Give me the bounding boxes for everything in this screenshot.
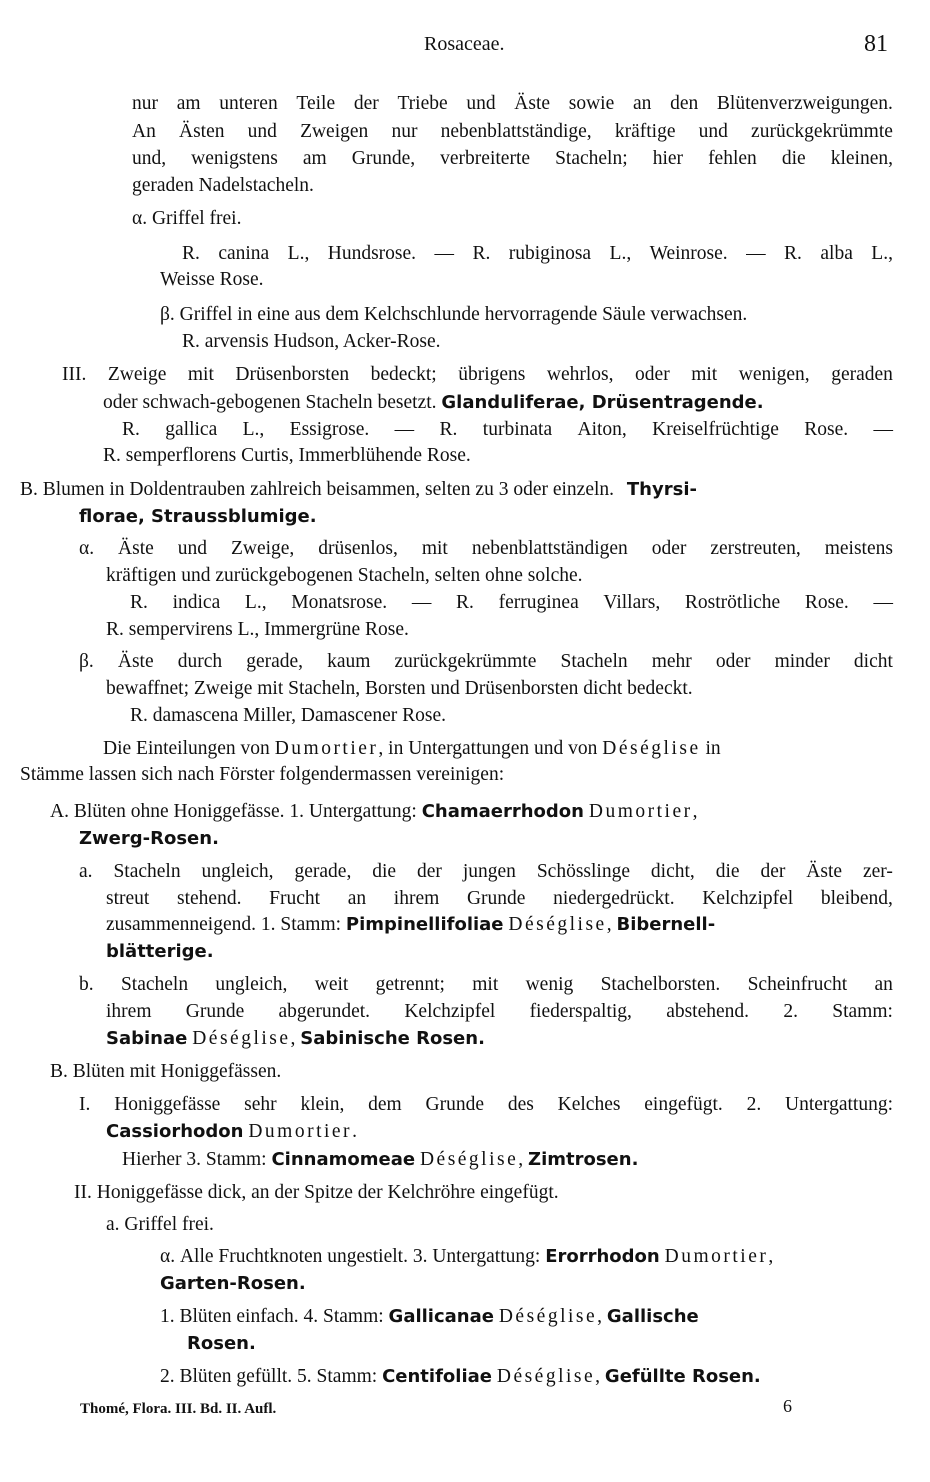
word: L., bbox=[244, 592, 267, 613]
text-line: Sabinae Déséglise, Sabinische Rosen. bbox=[106, 1028, 485, 1049]
word: Aiton, bbox=[577, 419, 627, 440]
text-line: A. Blüten ohne Honiggefässe. 1. Untergattung: Chamaerrhodon Dumortier, bbox=[50, 801, 698, 822]
word: geraden bbox=[831, 364, 893, 385]
word: Stacheln bbox=[120, 974, 189, 995]
word: sehr bbox=[244, 1094, 277, 1115]
word: a. bbox=[79, 861, 93, 882]
word: Zweige, bbox=[230, 538, 295, 559]
word: Grunde, bbox=[351, 148, 416, 169]
word: minder bbox=[774, 651, 830, 672]
word: ferruginea bbox=[498, 592, 579, 613]
word: Teile bbox=[296, 93, 336, 114]
word: fiederspaltig, bbox=[529, 1001, 632, 1022]
word: Stacheln; bbox=[555, 148, 628, 169]
word: Stamm: bbox=[832, 1001, 893, 1022]
word: Hundsrose. bbox=[327, 243, 417, 264]
word: am bbox=[302, 148, 327, 169]
text-line: bewaffnet; Zweige mit Stacheln, Borsten und Drüsenborsten dicht bedeckt. bbox=[106, 678, 693, 699]
word: 2. bbox=[783, 1001, 798, 1022]
word: wenigen, bbox=[738, 364, 810, 385]
word: getrennt; bbox=[375, 974, 445, 995]
word: die bbox=[715, 861, 740, 882]
word: kaum bbox=[327, 651, 371, 672]
text-line: Die Einteilungen von Dumortier, in Untergattungen und von Déséglise in bbox=[103, 738, 721, 759]
word: Grunde bbox=[466, 888, 526, 909]
word: Untergattung: bbox=[785, 1094, 893, 1115]
word: und bbox=[247, 121, 277, 142]
running-header-title: Rosaceae. bbox=[424, 33, 505, 55]
text-line bbox=[79, 650, 893, 674]
word: Monatsrose. bbox=[291, 592, 388, 613]
word: wehrlos, bbox=[546, 364, 614, 385]
text-line: zusammenneigend. 1. Stamm: Pimpinellifoliae Déséglise, Bibernell- bbox=[106, 914, 716, 935]
text-line: Cassiorhodon Dumortier. bbox=[106, 1121, 357, 1142]
word: Kreiselfrüchtige bbox=[652, 419, 779, 440]
word: Zweige bbox=[107, 364, 167, 385]
word: nebenblattständigen bbox=[471, 538, 628, 559]
word: ungleich, bbox=[201, 861, 274, 882]
word: β. bbox=[79, 651, 94, 672]
word: R. bbox=[130, 592, 148, 613]
word: R. bbox=[456, 592, 474, 613]
word: durch bbox=[177, 651, 223, 672]
word: mit bbox=[691, 364, 718, 385]
word: wenigstens bbox=[191, 148, 278, 169]
word: Drüsenborsten bbox=[235, 364, 350, 385]
word: der bbox=[353, 93, 379, 114]
word: eingefügt. bbox=[644, 1094, 723, 1115]
footer-imprint: Thomé, Flora. III. Bd. II. Aufl. bbox=[80, 1401, 277, 1417]
signature-mark: 6 bbox=[783, 1396, 792, 1416]
word: R. bbox=[784, 243, 802, 264]
text-line: Weisse Rose. bbox=[160, 269, 264, 290]
word: dem bbox=[368, 1094, 402, 1115]
word: meistens bbox=[824, 538, 893, 559]
word: dicht, bbox=[650, 861, 695, 882]
text-line: R. semperflorens Curtis, Immerblühende Rose. bbox=[103, 445, 471, 466]
text-line: kräftigen und zurückgebogenen Stacheln, selten ohne solche. bbox=[106, 565, 583, 586]
word: — bbox=[746, 243, 766, 264]
text-line bbox=[79, 973, 893, 997]
word: Frucht bbox=[269, 888, 321, 909]
word: stehend. bbox=[177, 888, 242, 909]
text-line: R. sempervirens L., Immergrüne Rose. bbox=[106, 619, 409, 640]
word: niedergedrückt. bbox=[553, 888, 675, 909]
word: dicht bbox=[853, 651, 893, 672]
word: zurückgekrümmte bbox=[394, 651, 537, 672]
text-line bbox=[182, 242, 893, 266]
text-line bbox=[130, 591, 893, 615]
word: Kelchzipfel bbox=[404, 1001, 496, 1022]
text-line: Stämme lassen sich nach Förster folgendermassen vereinigen: bbox=[20, 764, 505, 785]
word: nebenblattständige, bbox=[440, 121, 592, 142]
word: oder bbox=[651, 538, 687, 559]
word: III. bbox=[62, 364, 87, 385]
word: an bbox=[632, 93, 652, 114]
word: an bbox=[347, 888, 367, 909]
page-number: 81 bbox=[864, 31, 888, 57]
text-line: R. damascena Miller, Damascener Rose. bbox=[130, 705, 446, 726]
word: ungleich, bbox=[215, 974, 288, 995]
word: übrigens bbox=[458, 364, 526, 385]
word: canina bbox=[218, 243, 270, 264]
word: zurückgekrümmte bbox=[751, 121, 893, 142]
word: Ästen bbox=[179, 121, 225, 142]
word: Kelchzipfel bbox=[702, 888, 794, 909]
text-line: geraden Nadelstacheln. bbox=[132, 175, 314, 196]
word: und bbox=[698, 121, 728, 142]
word: Honiggefässe bbox=[114, 1094, 221, 1115]
word: kleinen, bbox=[830, 148, 893, 169]
text-line: R. arvensis Hudson, Acker-Rose. bbox=[182, 331, 441, 352]
text-line: β. Griffel in eine aus dem Kelchschlunde hervorragende Säule verwachsen. bbox=[160, 304, 748, 325]
word: hier bbox=[652, 148, 684, 169]
word: mit bbox=[421, 538, 448, 559]
word: I. bbox=[79, 1094, 91, 1115]
word: Stacheln bbox=[560, 651, 628, 672]
word: Äste bbox=[117, 651, 154, 672]
word: An bbox=[132, 121, 156, 142]
word: Grunde bbox=[425, 1094, 485, 1115]
word: die bbox=[372, 861, 397, 882]
text-line: oder schwach-gebogenen Stacheln besetzt. Glanduliferae, Drüsentragende. bbox=[103, 392, 764, 413]
text-line bbox=[132, 92, 893, 116]
word: L., bbox=[242, 419, 265, 440]
word: bleibend, bbox=[820, 888, 893, 909]
word: Essigrose. bbox=[289, 419, 370, 440]
text-line bbox=[122, 418, 893, 442]
word: nur bbox=[391, 121, 418, 142]
word: unteren bbox=[219, 93, 278, 114]
text-line bbox=[132, 147, 893, 171]
word: Stacheln bbox=[113, 861, 181, 882]
text-line bbox=[79, 860, 893, 884]
word: gerade, bbox=[294, 861, 352, 882]
text-line bbox=[79, 1093, 893, 1117]
word: kräftige bbox=[614, 121, 676, 142]
word: Äste bbox=[806, 861, 843, 882]
text-line bbox=[62, 363, 893, 387]
text-line: B. Blumen in Doldentrauben zahlreich beisammen, selten zu 3 oder einzeln. Thyrsi- bbox=[20, 479, 697, 500]
word: verbreiterte bbox=[440, 148, 531, 169]
text-line: a. Griffel frei. bbox=[106, 1214, 214, 1235]
word: R. bbox=[182, 243, 200, 264]
word: mit bbox=[187, 364, 214, 385]
word: wenig bbox=[525, 974, 574, 995]
text-line: Rosen. bbox=[187, 1333, 256, 1354]
word: des bbox=[507, 1094, 534, 1115]
word: mehr bbox=[651, 651, 692, 672]
word: abstehend. bbox=[666, 1001, 750, 1022]
word: rubiginosa bbox=[508, 243, 592, 264]
word: Scheinfrucht bbox=[747, 974, 848, 995]
word: L., bbox=[287, 243, 310, 264]
text-line: 1. Blüten einfach. 4. Stamm: Gallicanae Déséglise, Gallische bbox=[160, 1306, 699, 1327]
word: Zweigen bbox=[300, 121, 369, 142]
word: die bbox=[781, 148, 806, 169]
word: der bbox=[417, 861, 442, 882]
word: — bbox=[411, 592, 432, 613]
word: Äste bbox=[118, 538, 154, 559]
word: Villars, bbox=[603, 592, 661, 613]
word: an bbox=[874, 974, 893, 995]
word: und bbox=[466, 93, 496, 114]
word: klein, bbox=[300, 1094, 345, 1115]
word: Triebe bbox=[397, 93, 448, 114]
word: alba bbox=[820, 243, 853, 264]
word: und bbox=[177, 538, 207, 559]
word: L., bbox=[871, 243, 893, 264]
word: turbinata bbox=[482, 419, 553, 440]
word: L., bbox=[609, 243, 632, 264]
word: und, bbox=[132, 148, 167, 169]
word: indica bbox=[172, 592, 221, 613]
word: Schösslinge bbox=[536, 861, 630, 882]
word: — bbox=[873, 419, 893, 440]
text-line: II. Honiggefässe dick, an der Spitze der Kelchröhre eingefügt. bbox=[74, 1182, 559, 1203]
word: — bbox=[434, 243, 454, 264]
word: b. bbox=[79, 974, 94, 995]
word: sowie bbox=[568, 93, 615, 114]
text-line bbox=[79, 537, 893, 561]
word: 2. bbox=[746, 1094, 762, 1115]
word: streut bbox=[106, 888, 150, 909]
word: Weinrose. bbox=[649, 243, 728, 264]
word: fehlen bbox=[708, 148, 757, 169]
text-line: Hierher 3. Stamm: Cinnamomeae Déséglise, Zimtrosen. bbox=[122, 1149, 639, 1170]
text-line: B. Blüten mit Honiggefässen. bbox=[50, 1061, 282, 1082]
word: abgerundet. bbox=[278, 1001, 371, 1022]
word: — bbox=[394, 419, 415, 440]
word: am bbox=[176, 93, 201, 114]
text-line bbox=[106, 1000, 893, 1024]
text-line: Zwerg-Rosen. bbox=[79, 828, 219, 849]
text-line bbox=[132, 120, 893, 144]
word: α. bbox=[79, 538, 95, 559]
word: mit bbox=[472, 974, 499, 995]
word: R. bbox=[122, 419, 140, 440]
word: den bbox=[670, 93, 699, 114]
word: Roströtliche bbox=[684, 592, 781, 613]
text-line: α. Griffel frei. bbox=[132, 208, 242, 229]
text-line: blätterige. bbox=[106, 941, 214, 962]
word: ihrem bbox=[106, 1001, 152, 1022]
text-line: α. Alle Fruchtknoten ungestielt. 3. Untergattung: Erorrhodon Dumortier, bbox=[160, 1246, 774, 1267]
word: bedeckt; bbox=[370, 364, 437, 385]
text-line: florae, Straussblumige. bbox=[79, 506, 317, 527]
word: nur bbox=[132, 93, 158, 114]
word: gerade, bbox=[246, 651, 304, 672]
word: Äste bbox=[514, 93, 551, 114]
word: zerstreuten, bbox=[710, 538, 801, 559]
text-line: 2. Blüten gefüllt. 5. Stamm: Centifoliae Déséglise, Gefüllte Rosen. bbox=[160, 1366, 761, 1387]
word: Kelches bbox=[557, 1094, 621, 1115]
word: ihrem bbox=[393, 888, 440, 909]
word: oder bbox=[715, 651, 751, 672]
word: weit bbox=[314, 974, 349, 995]
word: der bbox=[760, 861, 786, 882]
word: Rose. bbox=[804, 592, 849, 613]
word: R. bbox=[439, 419, 458, 440]
word: Stachelborsten. bbox=[600, 974, 721, 995]
word: zer- bbox=[862, 861, 893, 882]
word: oder bbox=[635, 364, 670, 385]
word: Grunde bbox=[185, 1001, 245, 1022]
word: gallica bbox=[165, 419, 218, 440]
word: jungen bbox=[462, 861, 516, 882]
word: R. bbox=[472, 243, 491, 264]
text-line: Garten-Rosen. bbox=[160, 1273, 306, 1294]
word: drüsenlos, bbox=[318, 538, 398, 559]
word: — bbox=[873, 592, 893, 613]
text-line bbox=[106, 887, 893, 911]
word: Rose. bbox=[804, 419, 849, 440]
word: Blütenverzweigungen. bbox=[716, 93, 893, 114]
